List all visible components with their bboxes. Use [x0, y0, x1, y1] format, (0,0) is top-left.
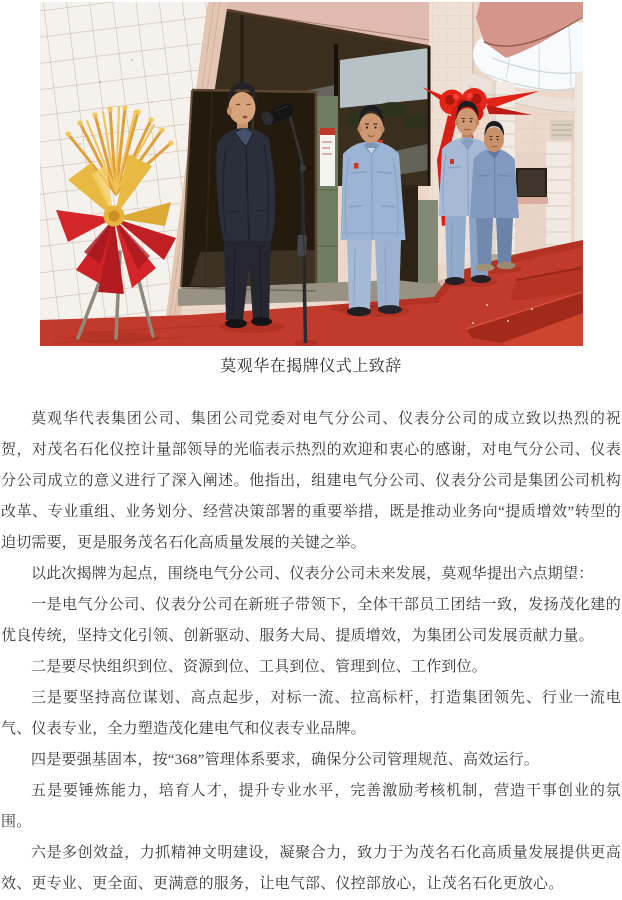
paragraph-7: 五是要锤炼能力，培育人才，提升专业水平，完善激励考核机制，营造干事创业的氛围。	[1, 783, 621, 830]
paragraph-3: 一是电气分公司、仪表分公司在新班子带领下，全体干部员工团结一致，发扬茂化建的优良传统，坚持文化引领、创新驱动、服务大局、提质增效，为集团公司发展贡献力量。	[1, 597, 621, 644]
paragraph-8: 六是多创效益，力抓精神文明建设，凝聚合力，致力于为茂名石化高质量发展提供更高效、更专业、更全面、更满意的服务，让电气部、仪控部放心，让茂名石化更放心。	[1, 845, 621, 892]
ceremony-photo-scene	[40, 2, 583, 346]
window-band	[515, 169, 548, 204]
wall-poster	[320, 128, 335, 186]
article-body	[1, 404, 621, 900]
notice-board	[317, 96, 338, 288]
paragraph-1: 莫观华代表集团公司、集团公司党委对电气分公司、仪表分公司的成立致以热烈的祝贺，对茂名石化仪控计量部领导的光临表示热烈的欢迎和衷心的感谢，对电气分公司、仪表分公司成立的意义进行了深入阐述。他指出，组建电气分公司、仪表分公司是集团公司机构改革、专业重组、业务划分、经营决策部署的重要举措，既是推动业务向“提质增效”转型的迫切需要，更是服务茂名石化高质量发展的关键之举。	[1, 411, 621, 551]
paragraph-2: 以此次揭牌为起点，围绕电气分公司、仪表分公司未来发展，莫观华提出六点期望：	[31, 566, 594, 582]
ceremony-photo	[40, 2, 583, 346]
air-conditioner	[550, 120, 574, 140]
photo-caption: 莫观华在揭牌仪式上致辞	[220, 358, 402, 375]
paragraph-5: 三是要坚持高位谋划、高点起步，对标一流、拉高标杆，打造集团领先、行业一流电气、仪表专业，全力塑造茂化建电气和仪表专业品牌。	[1, 690, 621, 737]
paragraph-6: 四是要强基固本，按“368”管理体系要求，确保分公司管理规范、高效运行。	[31, 752, 540, 768]
paragraph-4: 二是要尽快组织到位、资源到位、工具到位、管理到位、工作到位。	[31, 659, 488, 675]
